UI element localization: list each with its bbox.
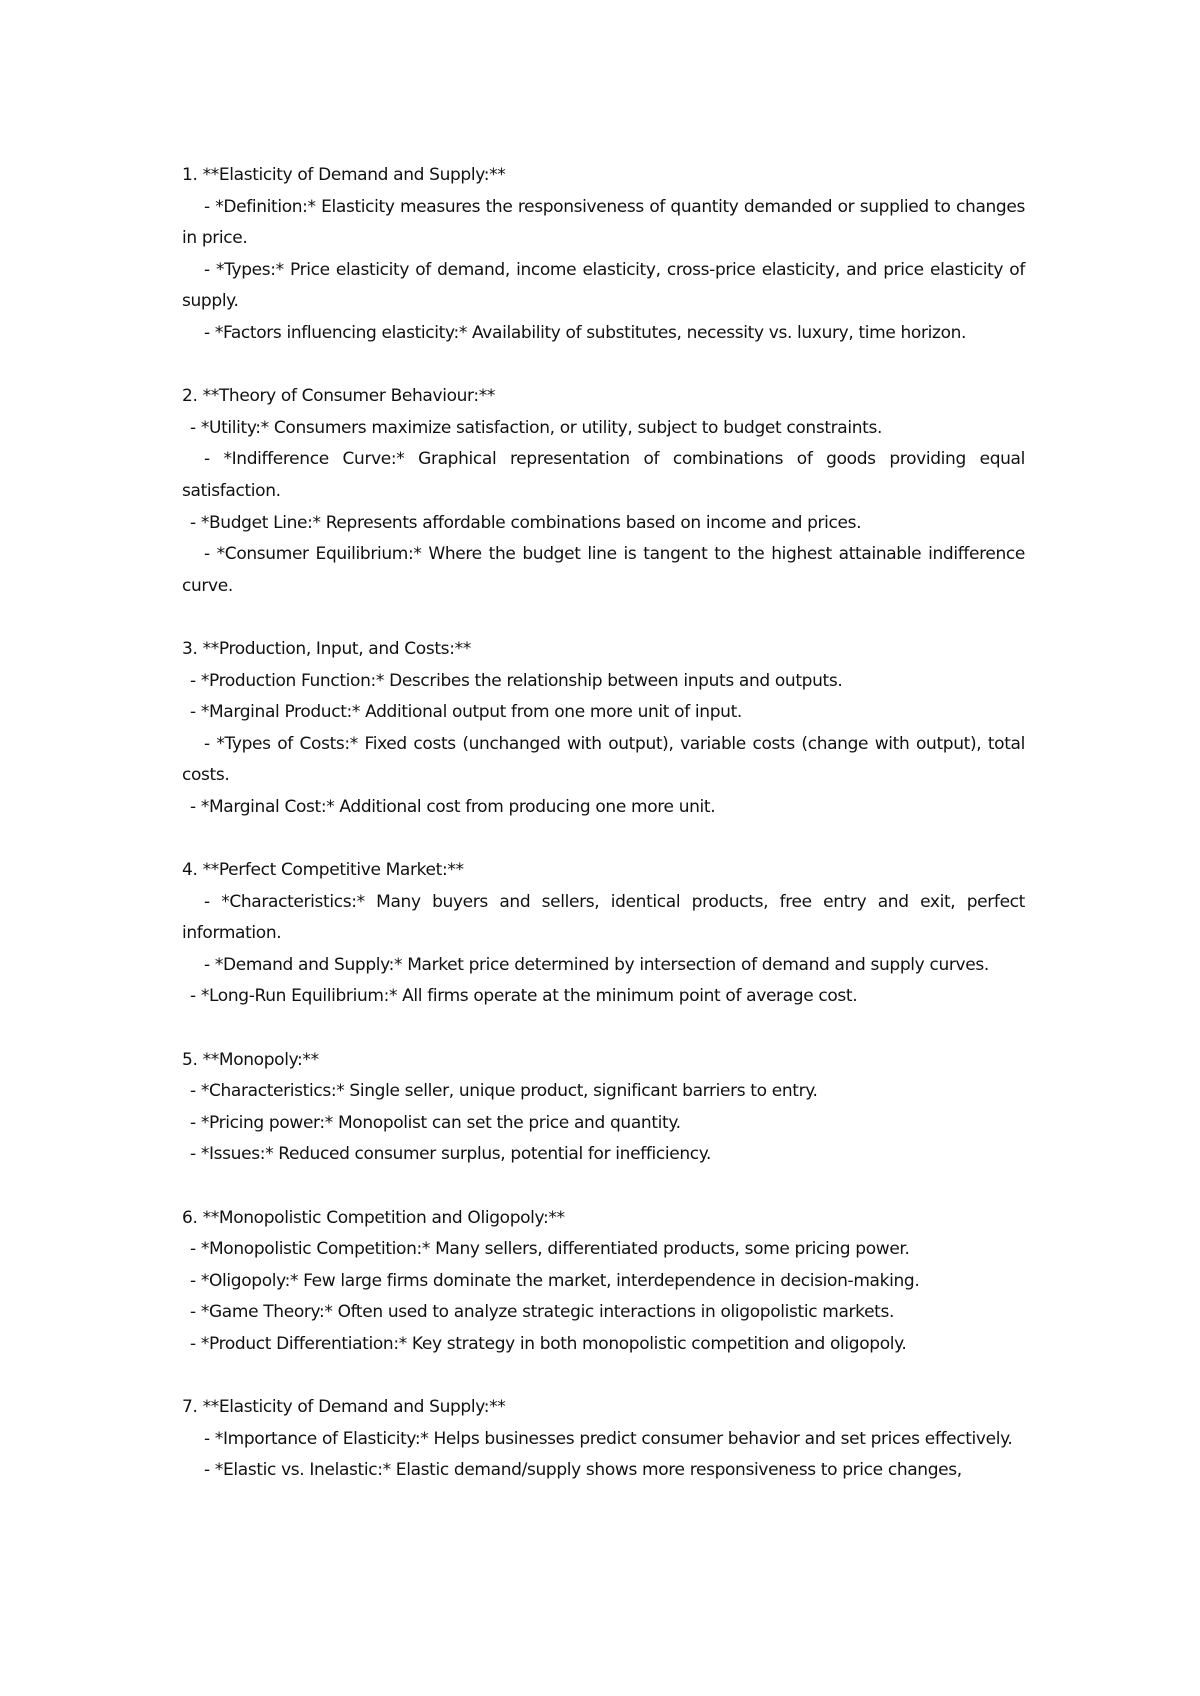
- list-item: - *Characteristics:* Single seller, unique product, significant barriers to entry.: [190, 1081, 818, 1102]
- list-item: - *Characteristics:* Many buyers and sellers, identical products, free entry and exit, perfect information.: [182, 891, 1025, 944]
- list-item: - *Definition:* Elasticity measures the responsiveness of quantity demanded or supplied to changes in price.: [182, 196, 1025, 249]
- list-item: - *Product Differentiation:* Key strategy in both monopolistic competition and oligopoly.: [190, 1333, 907, 1354]
- list-item: - *Types:* Price elasticity of demand, income elasticity, cross-price elasticity, and price elasticity of supply.: [182, 259, 1025, 312]
- section-heading: 1. **Elasticity of Demand and Supply:**: [182, 165, 506, 185]
- list-item: - *Long-Run Equilibrium:* All firms operate at the minimum point of average cost.: [190, 986, 858, 1007]
- document-body: [182, 160, 1025, 1519]
- list-item: - *Pricing power:* Monopolist can set the price and quantity.: [190, 1112, 681, 1133]
- list-item: - *Demand and Supply:* Market price determined by intersection of demand and supply curves.: [204, 954, 989, 975]
- list-item: - *Consumer Equilibrium:* Where the budget line is tangent to the highest attainable indifference curve.: [182, 544, 1025, 596]
- list-item: - *Monopolistic Competition:* Many sellers, differentiated products, some pricing power.: [190, 1239, 910, 1260]
- section-heading: 4. **Perfect Competitive Market:**: [182, 860, 464, 881]
- list-item: - *Utility:* Consumers maximize satisfaction, or utility, subject to budget constraints.: [190, 417, 883, 438]
- list-item: - *Factors influencing elasticity:* Availability of substitutes, necessity vs. luxury, time horizon.: [204, 322, 967, 343]
- section-production-costs: [182, 634, 1025, 824]
- section-elasticity: [182, 160, 1025, 350]
- list-item: - *Marginal Cost:* Additional cost from producing one more unit.: [190, 796, 716, 817]
- section-heading: 2. **Theory of Consumer Behaviour:**: [182, 386, 496, 407]
- section-heading: 6. **Monopolistic Competition and Oligopoly:**: [182, 1207, 565, 1228]
- list-item: - *Oligopoly:* Few large firms dominate the market, interdependence in decision-making.: [190, 1270, 920, 1291]
- list-item: - *Game Theory:* Often used to analyze strategic interactions in oligopolistic markets.: [190, 1302, 895, 1323]
- section-consumer-behaviour: [182, 381, 1025, 602]
- section-heading: 5. **Monopoly:**: [182, 1049, 319, 1070]
- list-item: - *Budget Line:* Represents affordable combinations based on income and prices.: [190, 512, 862, 533]
- section-elasticity-continued: [182, 1392, 1025, 1487]
- list-item: - *Importance of Elasticity:* Helps businesses predict consumer behavior and set prices effectively.: [204, 1428, 1013, 1449]
- list-item: - *Types of Costs:* Fixed costs (unchanged with output), variable costs (change with output), total costs.: [182, 733, 1025, 786]
- section-monopolistic-competition: [182, 1203, 1025, 1361]
- list-item: - *Marginal Product:* Additional output from one more unit of input.: [190, 702, 742, 723]
- section-heading: 3. **Production, Input, and Costs:**: [182, 638, 471, 659]
- list-item: - *Elastic vs. Inelastic:* Elastic demand/supply shows more responsiveness to price changes,: [204, 1460, 962, 1481]
- section-heading: 7. **Elasticity of Demand and Supply:**: [182, 1397, 506, 1418]
- section-monopoly: [182, 1045, 1025, 1171]
- list-item: - *Indifference Curve:* Graphical representation of combinations of goods providing equal satisfaction.: [182, 449, 1025, 501]
- list-item: - *Issues:* Reduced consumer surplus, potential for inefficiency.: [190, 1144, 712, 1165]
- section-perfect-competition: [182, 855, 1025, 1013]
- list-item: - *Production Function:* Describes the relationship between inputs and outputs.: [190, 670, 843, 691]
